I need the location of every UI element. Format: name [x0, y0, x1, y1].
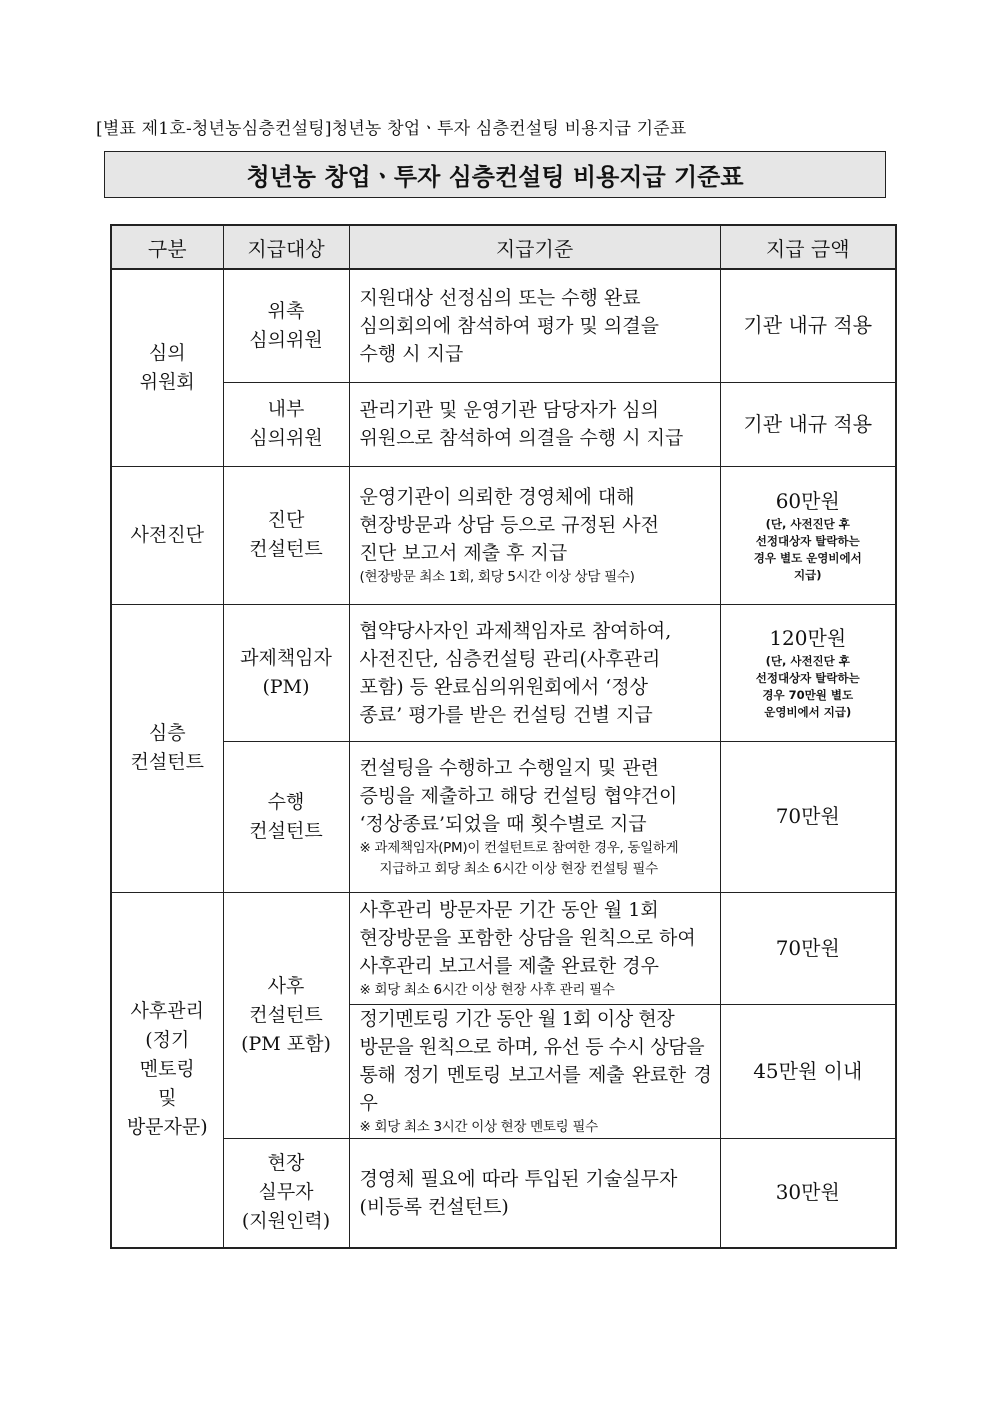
- amount-commissioned-member: 기관 내규 적용: [720, 269, 896, 382]
- header-amount: 지급 금액: [720, 225, 896, 269]
- target-performing-consultant: 수행 컨설턴트: [223, 741, 349, 892]
- title-text: 청년농 창업ㆍ투자 심층컨설팅 비용지급 기준표: [246, 163, 744, 191]
- amount-post-visit: 70만원: [720, 892, 896, 1004]
- table-row: [111, 269, 896, 382]
- criteria-post-visit: 사후관리 방문자문 기간 동안 월 1회 현장방문을 포함한 상담을 원칙으로 하여 사후관리 보고서를 제출 완료한 경우 ※ 회당 최소 6시간 이상 현장 사후 관리 필수: [349, 892, 720, 1004]
- target-post-consultant: 사후 컨설턴트 (PM 포함): [223, 892, 349, 1138]
- table-row: [111, 1138, 896, 1248]
- document-title: [104, 151, 886, 198]
- table-row: [111, 604, 896, 741]
- amount-project-manager: 120만원 (단, 사전진단 후 선정대상자 탈락하는 경우 70만원 별도 운영비에서 지급): [720, 604, 896, 741]
- group-committee: 심의 위원회: [111, 269, 223, 466]
- target-commissioned-member: 위촉 심의위원: [223, 269, 349, 382]
- target-project-manager: 과제책임자 (PM): [223, 604, 349, 741]
- header-target: 지급대상: [223, 225, 349, 269]
- criteria-performing-consultant: 컨설팅을 수행하고 수행일지 및 관련 증빙을 제출하고 해당 컨설팅 협약건이 ‘정상종료’되었을 때 횟수별로 지급 ※ 과제책임자(PM)이 컨설턴트로 참여한 경우, 동일하게 지급하고 회당 최소 6시간 이상 현장 컨설팅 필수: [349, 741, 720, 892]
- header-row: [111, 225, 896, 269]
- table-row: [111, 382, 896, 466]
- target-diagnosis-consultant: 진단 컨설턴트: [223, 466, 349, 604]
- header-category: 구분: [111, 225, 223, 269]
- target-internal-member: 내부 심의위원: [223, 382, 349, 466]
- criteria-field-staff: 경영체 필요에 따라 투입된 기술실무자 (비등록 컨설턴트): [349, 1138, 720, 1248]
- post-visit-note: ※ 회당 최소 6시간 이상 현장 사후 관리 필수: [359, 981, 615, 998]
- group-prediagnosis: 사전진단: [111, 466, 223, 604]
- diagnosis-note: (현장방문 최소 1회, 회당 5시간 이상 상담 필수): [359, 568, 635, 585]
- mentoring-note: ※ 회당 최소 3시간 이상 현장 멘토링 필수: [359, 1118, 598, 1135]
- criteria-diagnosis-consultant: 운영기관이 의뢰한 경영체에 대해 현장방문과 상담 등으로 규정된 사전 진단 보고서 제출 후 지급 (현장방문 최소 1회, 회당 5시간 이상 상담 필수): [349, 466, 720, 604]
- table-row: [111, 892, 896, 1004]
- criteria-commissioned-member: 지원대상 선정심의 또는 수행 완료 심의회의에 참석하여 평가 및 의결을 수행 시 지급: [349, 269, 720, 382]
- performing-note-2: 지급하고 회당 최소 6시간 이상 현장 컨설팅 필수: [379, 860, 658, 877]
- criteria-regular-mentoring: 정기멘토링 기간 동안 월 1회 이상 현장 방문을 원칙으로 하며, 유선 등 수시 상담을 통해 정기 멘토링 보고서를 제출 완료한 경우 ※ 회당 최소 3시간 이상 현장 멘토링 필수: [349, 1004, 720, 1138]
- payment-standard-table: [110, 224, 897, 1249]
- table-caption: [별표 제1호-청년농심층컨설팅]청년농 창업ㆍ투자 심층컨설팅 비용지급 기준표: [96, 119, 687, 139]
- table-row: [111, 466, 896, 604]
- amount-diagnosis-consultant: 60만원 (단, 사전진단 후 선정대상자 탈락하는 경우 별도 운영비에서 지급): [720, 466, 896, 604]
- performing-note-1: ※ 과제책임자(PM)이 컨설턴트로 참여한 경우, 동일하게: [359, 839, 679, 856]
- amount-internal-member: 기관 내규 적용: [720, 382, 896, 466]
- amount-performing-consultant: 70만원: [720, 741, 896, 892]
- group-post-management: 사후관리 (정기 멘토링 및 방문자문): [111, 892, 223, 1248]
- criteria-project-manager: 협약당사자인 과제책임자로 참여하여, 사전진단, 심층컨설팅 관리(사후관리 포함) 등 완료심의위원회에서 ‘정상 종료’ 평가를 받은 컨설팅 건별 지급: [349, 604, 720, 741]
- group-deep-consultant: 심층 컨설턴트: [111, 604, 223, 892]
- criteria-internal-member: 관리기관 및 운영기관 담당자가 심의 위원으로 참석하여 의결을 수행 시 지급: [349, 382, 720, 466]
- amount-field-staff: 30만원: [720, 1138, 896, 1248]
- header-criteria: 지급기준: [349, 225, 720, 269]
- amount-regular-mentoring: 45만원 이내: [720, 1004, 896, 1138]
- table-row: [111, 741, 896, 892]
- target-field-staff: 현장 실무자 (지원인력): [223, 1138, 349, 1248]
